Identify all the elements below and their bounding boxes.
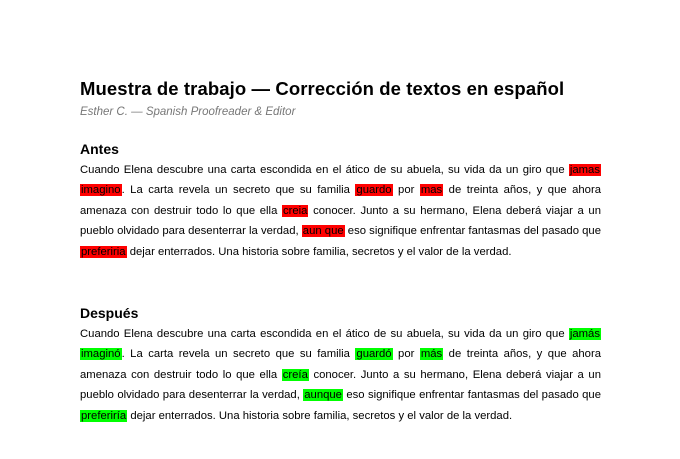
text-segment: eso signifique enfrentar fantasmas del pasado que	[344, 225, 601, 238]
correction-highlight: más	[420, 348, 443, 361]
error-highlight: guardo	[356, 184, 392, 197]
text-segment: Cuando Elena descubre una carta escondida en el ático de su abuela, su vida da un giro que	[80, 164, 569, 176]
text-segment: conocer. Junto a su hermano, Elena deberá viajar a un pueblo olvidado para desenterrar la verdad,	[80, 368, 601, 402]
correction-highlight: guardó	[356, 348, 392, 361]
error-highlight: jamas	[569, 164, 600, 176]
text-segment: Cuando Elena descubre una carta escondida en el ático de su abuela, su vida da un giro que	[80, 328, 569, 340]
error-highlight: preferiria	[81, 245, 126, 258]
text-segment: de treinta años, y que ahora amenaza con destruir todo lo que ella	[80, 348, 601, 381]
error-highlight: mas	[420, 184, 443, 197]
page-title: Muestra de trabajo — Corrección de textos en español	[80, 78, 565, 99]
error-highlight: aun que	[302, 225, 344, 238]
error-highlight: creia	[282, 204, 308, 217]
error-highlight: imagino	[81, 184, 121, 197]
correction-highlight: preferiría	[81, 409, 127, 422]
section-heading-before: Antes	[80, 141, 119, 157]
text-segment: dejar enterrados. Una historia sobre familia, secretos y el valor de la verdad.	[127, 409, 513, 422]
text-segment: por	[392, 348, 420, 361]
text-segment: dejar enterrados. Una historia sobre familia, secretos y el valor de la verdad.	[126, 245, 512, 258]
correction-highlight: jamás	[569, 328, 600, 340]
paragraph-after	[80, 324, 601, 426]
section-heading-after: Después	[80, 305, 139, 321]
text-segment: de treinta años, y que ahora amenaza con destruir todo lo que ella	[80, 184, 601, 217]
text-segment: conocer. Junto a su hermano, Elena deberá viajar a un pueblo olvidado para desenterrar la verdad,	[80, 204, 601, 238]
text-segment: eso signifique enfrentar fantasmas del pasado que	[342, 389, 601, 402]
correction-highlight: creía	[282, 368, 308, 381]
page-subtitle: Esther C. — Spanish Proofreader & Editor	[80, 106, 296, 118]
paragraph-before	[80, 160, 601, 262]
text-segment: por	[392, 184, 420, 197]
correction-highlight: imaginó	[81, 348, 121, 361]
text-segment: . La carta revela un secreto que su familia	[121, 348, 356, 361]
text-segment: . La carta revela un secreto que su familia	[121, 184, 356, 197]
correction-highlight: aunque	[304, 389, 342, 402]
